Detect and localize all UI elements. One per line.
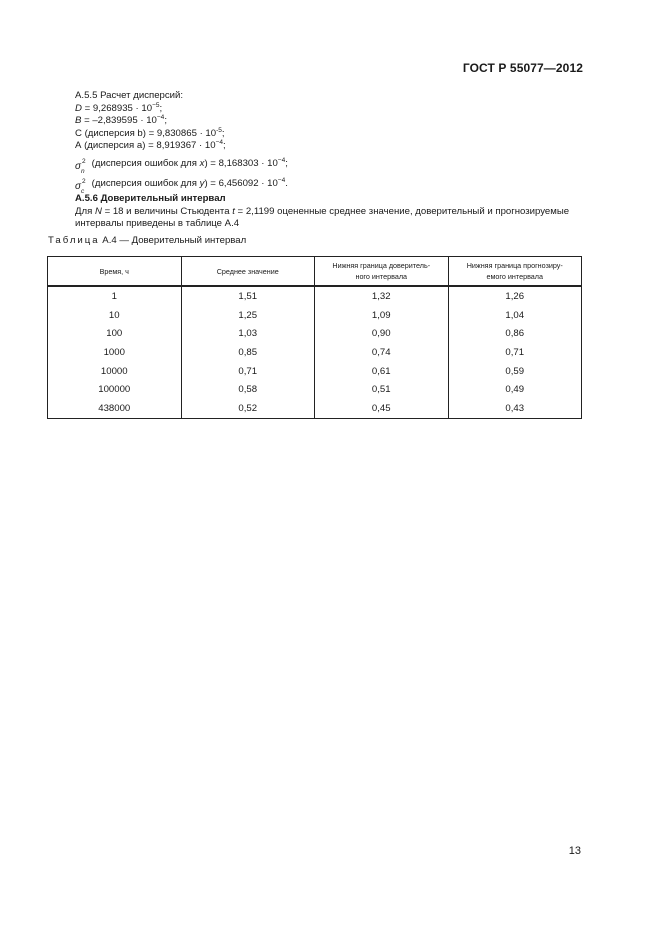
cell-confidence-lower: 1,32 — [315, 286, 449, 306]
cell-confidence-lower: 1,09 — [315, 306, 449, 325]
variance-d-end: ; — [159, 102, 163, 114]
section-a55-title: А.5.5 Расчет дисперсий: — [75, 90, 184, 101]
section-a56-title: А.5.6 Доверительный интервал — [75, 192, 226, 204]
cell-prediction-lower: 0,59 — [448, 362, 582, 381]
cell-confidence-lower: 0,74 — [315, 343, 449, 362]
table-caption-text: А.4 — Доверительный интервал — [99, 235, 247, 246]
variance-d-exponent: −5 — [152, 101, 160, 109]
error-variance-y-line — [75, 173, 585, 193]
variance-d-symbol: D — [75, 102, 82, 114]
cell-prediction-lower: 0,49 — [448, 380, 582, 399]
cell-mean: 0,71 — [181, 362, 315, 381]
error-variance-y-pre: (дисперсия ошибок для — [89, 177, 200, 189]
cell-time: 100000 — [48, 380, 182, 399]
variance-b-line — [75, 115, 585, 128]
variance-c-exponent: -5 — [216, 126, 222, 134]
table-caption — [48, 235, 246, 246]
table-row — [48, 324, 582, 343]
cell-time: 1000 — [48, 343, 182, 362]
cell-mean: 1,03 — [181, 324, 315, 343]
cell-confidence-lower: 0,61 — [315, 362, 449, 381]
cell-prediction-lower: 0,43 — [448, 399, 582, 418]
table-row — [48, 306, 582, 325]
table-row — [48, 362, 582, 381]
variance-d-value: = 9,268935 · 10 — [81, 102, 153, 114]
sigma-symbol-y: σ 2 c — [75, 177, 86, 195]
variance-b-exponent: −4 — [156, 114, 165, 122]
variance-a-end: ; — [223, 140, 226, 152]
variance-c-text: С (дисперсия b) = 9,830865 · 10 — [75, 127, 217, 139]
variance-c-line — [75, 128, 585, 141]
table-row — [48, 380, 582, 399]
section-a56-paragraph: Для N = 18 и величины Стьюдента t = 2,1199 оцененные среднее значение, доверительный и прогнозируемые интервалы приведены в таблице А.4 — [75, 205, 570, 230]
cell-mean: 1,51 — [181, 286, 315, 306]
error-variance-x-line — [75, 153, 585, 173]
document-body — [75, 90, 585, 231]
cell-prediction-lower: 0,71 — [448, 343, 582, 362]
cell-confidence-lower: 0,90 — [315, 324, 449, 343]
error-variance-y-value: ) = 6,456092 · 10 — [204, 177, 278, 189]
cell-time: 1 — [48, 286, 182, 306]
variance-b-symbol: B — [75, 115, 82, 127]
error-variance-x-end: ; — [285, 157, 288, 169]
variance-b-end: ; — [164, 115, 167, 127]
variance-b-value: = –2,839595 · 10 — [81, 115, 157, 127]
table-row — [48, 399, 582, 418]
variance-a-exponent: −4 — [215, 139, 223, 147]
page-number: 13 — [568, 845, 581, 857]
cell-mean: 1,25 — [181, 306, 315, 325]
cell-prediction-lower: 0,86 — [448, 324, 582, 343]
header-prediction-lower: Нижняя граница прогнозиру- емого интервала — [448, 257, 582, 287]
variance-d-line — [75, 103, 585, 116]
error-variance-y-end: . — [285, 177, 288, 189]
cell-mean: 0,52 — [181, 399, 315, 418]
sigma-symbol-x: σ 2 n — [75, 157, 86, 175]
error-variance-x-value: ) = 8,168303 · 10 — [204, 157, 278, 169]
cell-time: 10000 — [48, 362, 182, 381]
variance-c-end: ; — [221, 127, 225, 139]
error-variance-y-var: y — [199, 177, 205, 189]
error-variance-x-var: x — [199, 157, 205, 169]
cell-confidence-lower: 0,51 — [315, 380, 449, 399]
cell-prediction-lower: 1,04 — [448, 306, 582, 325]
header-confidence-lower: Нижняя граница доверитель- ного интервала — [315, 257, 449, 287]
confidence-interval-table — [47, 256, 582, 419]
header-time: Время, ч — [48, 257, 182, 287]
cell-prediction-lower: 1,26 — [448, 286, 582, 306]
table-label: Таблица — [48, 235, 100, 246]
variance-a-line — [75, 140, 585, 153]
cell-time: 100 — [48, 324, 182, 343]
table-row — [48, 343, 582, 362]
cell-time: 10 — [48, 306, 182, 325]
error-variance-y-exponent: −4 — [277, 176, 286, 184]
cell-mean: 0,58 — [181, 380, 315, 399]
variance-a-text: А (дисперсия а) = 8,919367 · 10 — [75, 140, 216, 152]
table-row — [48, 286, 582, 306]
standard-header: ГОСТ Р 55077—2012 — [462, 61, 583, 75]
error-variance-x-exponent: −4 — [277, 156, 286, 164]
cell-confidence-lower: 0,45 — [315, 399, 449, 418]
table-header-row — [48, 257, 582, 287]
cell-time: 438000 — [48, 399, 182, 418]
cell-mean: 0,85 — [181, 343, 315, 362]
header-mean: Среднее значение — [181, 257, 315, 287]
error-variance-x-pre: (дисперсия ошибок для — [89, 157, 200, 169]
